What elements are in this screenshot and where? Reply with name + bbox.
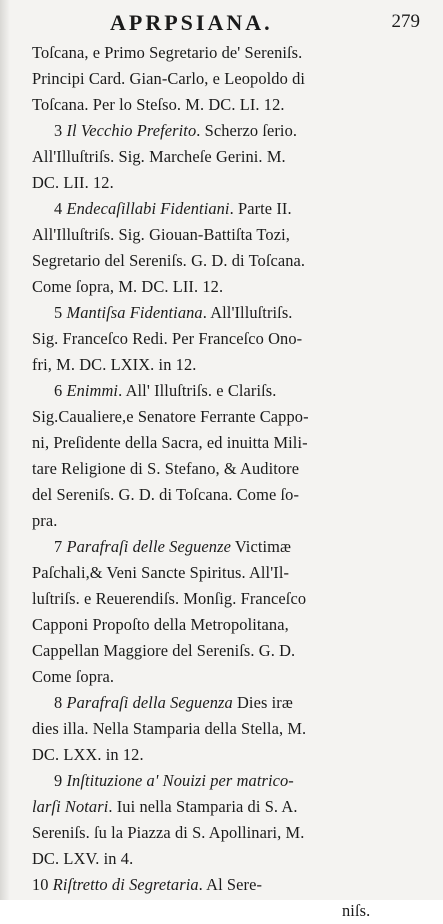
text-line	[32, 352, 424, 378]
text-line	[32, 404, 424, 430]
text-line	[32, 560, 424, 586]
text-roman: . All' Illuſtriſs. e Clariſs.	[118, 381, 277, 400]
text-roman: Victimæ	[230, 537, 292, 556]
entry-number: 5	[54, 303, 67, 322]
text-roman: . Al Sere-	[198, 875, 263, 894]
text-line	[32, 846, 424, 872]
entry-title: Il Vecchio Preferito	[66, 121, 197, 140]
text-roman: Sig.Caualiere,e Senatore Ferrante Cappo-	[32, 407, 309, 426]
entry-line	[32, 300, 424, 326]
entry-title: Endecaſillabi Fidentiani	[66, 199, 230, 218]
text-line	[32, 664, 424, 690]
text-roman: Toſcana, e Primo Segretario de' Sereniſs.	[32, 43, 303, 62]
text-line	[32, 222, 424, 248]
text-line	[32, 170, 424, 196]
text-roman: fri, M. DC. LXIX. in 12.	[32, 355, 197, 374]
text-roman: DC. LII. 12.	[32, 173, 114, 192]
text-line	[32, 144, 424, 170]
page-number: 279	[391, 11, 420, 32]
text-line	[32, 508, 424, 534]
text-line	[32, 638, 424, 664]
entry-line	[32, 534, 424, 560]
text-roman: tare Religione di S. Stefano, & Auditore	[32, 459, 300, 478]
text-roman: Toſcana. Per lo Steſso. M. DC. LI. 12.	[32, 95, 285, 114]
page-text	[32, 10, 424, 924]
text-line	[32, 612, 424, 638]
text-line	[32, 716, 424, 742]
entry-number: 4	[54, 199, 67, 218]
entry-line	[32, 378, 424, 404]
text-line	[32, 274, 424, 300]
entry-title: Parafraſi delle Seguenze	[66, 537, 231, 556]
text-roman: Sig. Franceſco Redi. Per Franceſco Ono-	[32, 329, 303, 348]
text-line	[32, 898, 424, 924]
entry-title: Riſtretto di Segretaria	[52, 875, 199, 894]
entry-number: 9	[54, 771, 67, 790]
entry-title: larſi Notari	[32, 797, 109, 816]
text-line	[32, 92, 424, 118]
text-roman: ni, Preſidente della Sacra, ed inuitta Mili-	[32, 433, 308, 452]
text-roman: . Scherzo ſerio.	[196, 121, 298, 140]
text-roman: pra.	[32, 511, 58, 530]
text-roman: DC. LXV. in 4.	[32, 849, 134, 868]
entry-line	[32, 118, 424, 144]
text-lines	[32, 40, 424, 924]
text-roman: All'Illuſtriſs. Sig. Giouan-Battiſta Tozi,	[32, 225, 290, 244]
text-line	[32, 742, 424, 768]
entry-line	[32, 872, 424, 898]
page-header	[32, 10, 424, 40]
text-roman: luſtriſs. e Reuerendiſs. Monſig. Franceſco	[32, 589, 307, 608]
entry-number: 10	[32, 875, 53, 894]
entry-title: Enimmi	[66, 381, 119, 400]
entry-number: 8	[54, 693, 67, 712]
text-roman: Capponi Propoſto della Metropolitana,	[32, 615, 289, 634]
entry-title: Parafraſi della Seguenza	[66, 693, 233, 712]
text-roman: Come ſopra, M. DC. LII. 12.	[32, 277, 224, 296]
text-line	[32, 820, 424, 846]
text-roman: del Sereniſs. G. D. di Toſcana. Come ſo-	[32, 485, 300, 504]
text-line	[32, 248, 424, 274]
text-roman: Paſchali,& Veni Sancte Spiritus. All'Il-	[32, 563, 290, 582]
text-roman: Dies iræ	[232, 693, 293, 712]
entry-line	[32, 794, 424, 820]
entry-line	[32, 196, 424, 222]
entry-number: 3	[54, 121, 67, 140]
entry-line	[32, 768, 424, 794]
text-roman: All'Illuſtriſs. Sig. Marcheſe Gerini. M.	[32, 147, 286, 166]
text-line	[32, 482, 424, 508]
entry-title: Inſtituzione a' Nouizi per matrico-	[66, 771, 294, 790]
text-roman: Principi Card. Gian-Carlo, e Leopoldo di	[32, 69, 306, 88]
text-roman: Segretario del Sereniſs. G. D. di Toſcana.	[32, 251, 306, 270]
text-roman: Cappellan Maggiore del Sereniſs. G. D.	[32, 641, 296, 660]
text-roman: niſs.	[342, 901, 371, 920]
text-roman: Sereniſs. ſu la Piazza di S. Apollinari, M.	[32, 823, 305, 842]
text-roman: DC. LXX. in 12.	[32, 745, 144, 764]
text-roman: dies illa. Nella Stamparia della Stella, M.	[32, 719, 307, 738]
text-line	[32, 326, 424, 352]
text-roman: Come ſopra.	[32, 667, 115, 686]
entry-number: 6	[54, 381, 67, 400]
text-roman: . All'Illuſtriſs.	[202, 303, 293, 322]
text-line	[32, 40, 424, 66]
text-line	[32, 456, 424, 482]
entry-line	[32, 690, 424, 716]
running-head: APRPSIANA.	[110, 10, 273, 35]
text-line	[32, 586, 424, 612]
text-roman: . Iui nella Stamparia di S. A.	[108, 797, 298, 816]
entry-title: Mantiſsa Fidentiana	[66, 303, 203, 322]
page-gutter-shadow	[0, 0, 10, 900]
text-roman: . Parte II.	[229, 199, 292, 218]
text-line	[32, 430, 424, 456]
entry-number: 7	[54, 537, 67, 556]
text-line	[32, 66, 424, 92]
